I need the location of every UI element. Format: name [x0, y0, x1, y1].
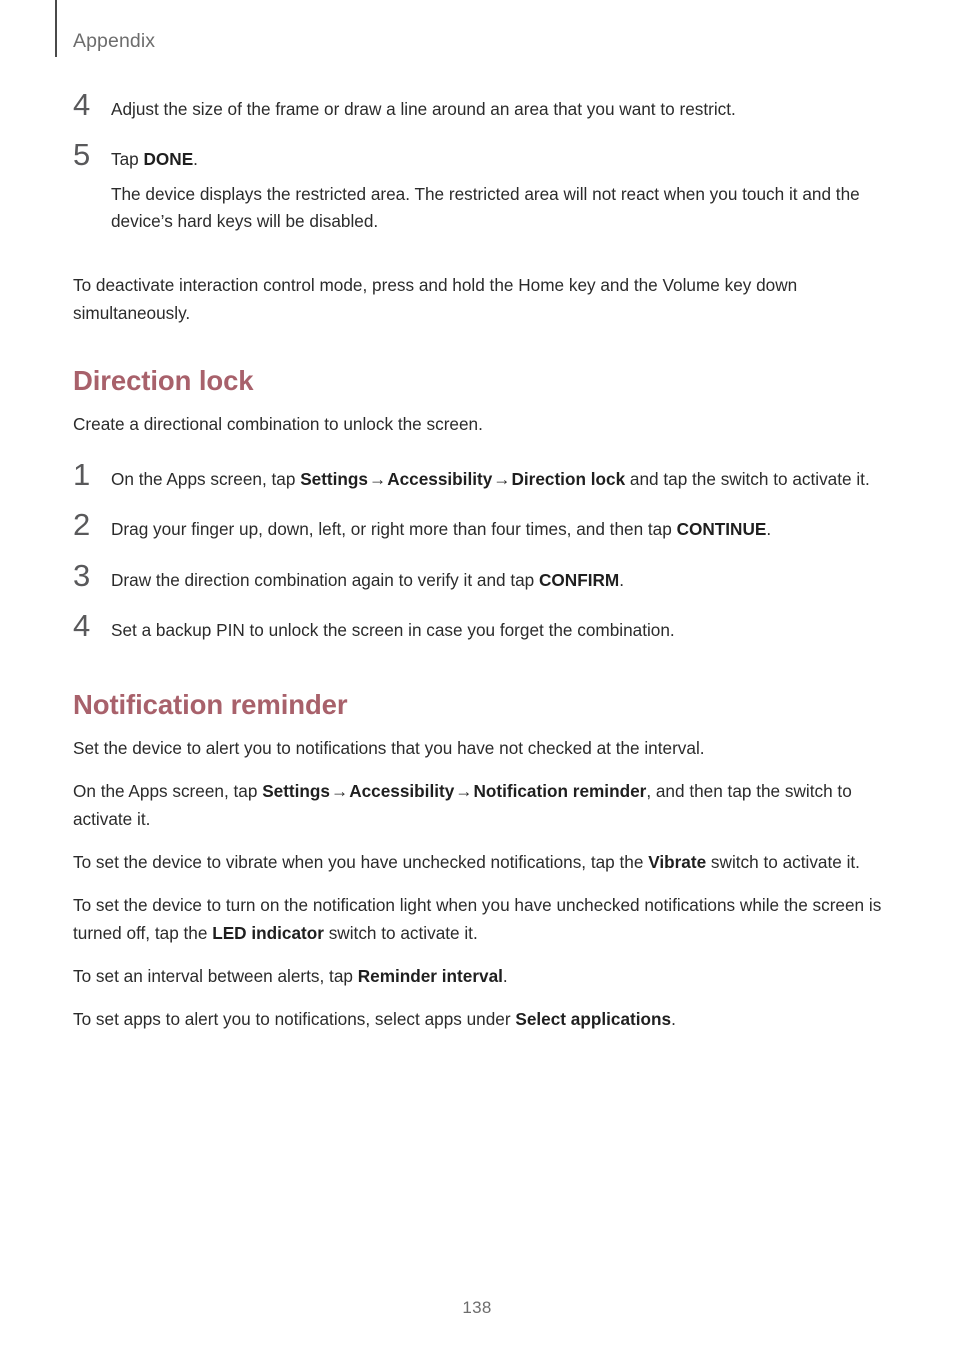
step-text-lead: Tap: [111, 149, 144, 170]
header-rule: [55, 0, 57, 57]
button-label-confirm: CONFIRM: [539, 569, 620, 590]
setting-label-led-indicator: LED indicator: [212, 922, 324, 943]
spacer: [73, 452, 883, 466]
page-footer: [0, 1298, 954, 1318]
step-text: [111, 567, 883, 594]
menu-path-settings: Settings: [300, 469, 368, 490]
list-item-direction-step-1: [73, 457, 883, 493]
section-heading-direction-lock: Direction lock: [73, 365, 254, 397]
menu-path-accessibility: Accessibility: [349, 781, 455, 802]
step-text-part-1: Drag your finger up, down, left, or right more than four times, and then tap: [111, 519, 677, 540]
step-text-part-1: On the Apps screen, tap: [111, 469, 301, 490]
step-text: [111, 516, 883, 543]
step-number: 5: [73, 137, 91, 173]
direction-lock-intro: Create a directional combination to unlock the screen.: [73, 413, 483, 434]
spacer: [73, 343, 883, 365]
header-title: Appendix: [73, 30, 156, 52]
menu-path-settings: Settings: [262, 781, 330, 802]
page-content: [73, 87, 883, 1050]
page-number: 138: [462, 1298, 492, 1317]
step-text-trail: .: [193, 149, 198, 170]
paragraph-part-1: To set the device to turn on the notification light when you have unchecked notifications while the screen is turned off, tap the: [73, 895, 882, 943]
menu-path-notification-reminder: Notification reminder: [473, 781, 647, 802]
step-number: 1: [73, 457, 91, 493]
section-heading-notification-reminder: Notification reminder: [73, 689, 348, 721]
step-text: Set a backup PIN to unlock the screen in case you forget the combination.: [111, 620, 675, 641]
paragraph-part-2: .: [502, 966, 508, 987]
step-number: 4: [73, 87, 91, 122]
list-item-direction-step-4: [73, 608, 883, 644]
setting-label-reminder-interval: Reminder interval: [357, 966, 503, 987]
paragraph-part-2: switch to activate it.: [323, 922, 478, 943]
menu-path-direction-lock: Direction lock: [511, 469, 626, 490]
step-text-part-2: .: [619, 569, 624, 590]
arrow-icon: →: [331, 781, 349, 802]
list-item-direction-step-2: [73, 507, 883, 543]
step-text: [111, 466, 883, 493]
setting-label-select-applications: Select applications: [515, 1009, 672, 1030]
notification-reminder-path-paragraph: [73, 778, 883, 833]
paragraph-part-1: To set apps to alert you to notifications, select apps under: [73, 1009, 516, 1030]
paragraph-part-1: On the Apps screen, tap: [73, 781, 263, 802]
spacer: [73, 667, 883, 689]
paragraph-part-2: .: [671, 1009, 676, 1030]
notification-reminder-intro: Set the device to alert you to notifications that you have not checked at the interval.: [73, 738, 705, 759]
list-item-step-5-interaction: [73, 137, 883, 235]
deactivate-paragraph: To deactivate interaction control mode, press and hold the Home key and the Volume key down simultaneously.: [73, 275, 798, 323]
step-text-part-2: .: [766, 519, 772, 540]
step-number: 4: [73, 608, 91, 644]
select-applications-paragraph: [73, 1006, 883, 1033]
step-text-part-1: Draw the direction combination again to verify it and tap: [111, 569, 540, 590]
step-text: [111, 146, 883, 173]
step-text-bold-done: DONE: [143, 149, 194, 170]
arrow-icon: →: [455, 781, 473, 802]
step-number: 2: [73, 507, 91, 543]
led-indicator-paragraph: [73, 892, 883, 947]
menu-path-accessibility: Accessibility: [387, 469, 493, 490]
setting-label-vibrate: Vibrate: [648, 852, 707, 873]
paragraph-part-1: To set the device to vibrate when you have unchecked notifications, tap the: [73, 852, 649, 873]
list-item-step-4-interaction: [73, 87, 883, 123]
step-subtext: The device displays the restricted area. The restricted area will not react when you touch it and the device’s hard keys will be disabled.: [111, 183, 860, 232]
arrow-icon: →: [493, 469, 511, 490]
vibrate-paragraph: [73, 849, 883, 876]
arrow-icon: →: [369, 469, 387, 490]
paragraph-part-1: To set an interval between alerts, tap: [73, 966, 358, 987]
spacer: [73, 258, 883, 272]
step-number: 3: [73, 557, 91, 593]
paragraph-part-2: switch to activate it.: [706, 852, 860, 873]
step-text: Adjust the size of the frame or draw a line around an area that you want to restrict.: [111, 99, 736, 119]
step-text-part-2: and tap the switch to activate it.: [625, 469, 870, 490]
button-label-continue: CONTINUE: [676, 519, 767, 540]
list-item-direction-step-3: [73, 557, 883, 594]
reminder-interval-paragraph: [73, 963, 883, 990]
paragraph-part-2: , and then tap the switch to activate it.: [73, 781, 852, 829]
